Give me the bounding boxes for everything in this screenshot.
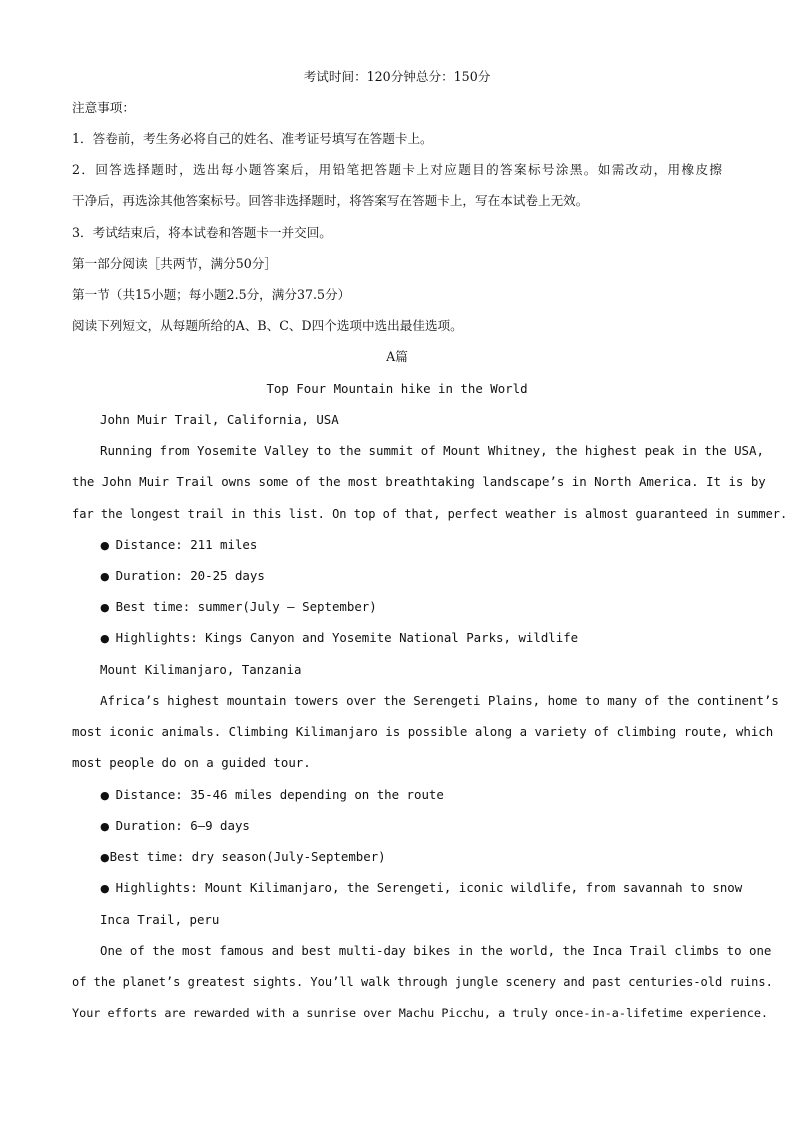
trail-paragraph-line: Africa’s highest mountain towers over the Serengeti Plains, home to many of the continent’s	[100, 693, 779, 708]
list-item: ● Distance: 211 miles	[100, 537, 258, 552]
section1-title: 第一节（共15小题；每小题2.5分，满分37.5分）	[72, 287, 351, 302]
notes-item-3: 3．考试结束后，将本试卷和答题卡一并交回。	[72, 225, 332, 240]
trail-name: John Muir Trail, California, USA	[100, 412, 339, 427]
bullet-icon: ●	[100, 539, 110, 552]
trail-paragraph-line: most people do on a guided tour.	[72, 755, 311, 770]
notes-item-2-line-2: 干净后，再选涂其他答案标号。回答非选择题时，将答案写在答题卡上，写在本试卷上无效。	[72, 193, 589, 208]
trail-paragraph-line: Your efforts are rewarded with a sunrise over Machu Picchu, a truly once-in-a-lifetime experience.	[72, 1006, 769, 1020]
bullet-icon: ●	[100, 601, 110, 614]
list-item: ● Duration: 6–9 days	[100, 818, 250, 833]
notes-item-2-line-1: 2．回答选择题时，选出每小题答案后，用铅笔把答题卡上对应题目的答案标号涂黑。如需改动，用橡皮擦	[72, 162, 722, 177]
bullet-icon: ●	[100, 820, 110, 833]
part1-title: 第一部分阅读［共两节，满分50分］	[72, 256, 277, 271]
trail-paragraph-line: Running from Yosemite Valley to the summit of Mount Whitney, the highest peak in the USA,	[100, 443, 764, 458]
section-instruction: 阅读下列短文，从每题所给的A、B、C、D四个选项中选出最佳选项。	[72, 318, 463, 333]
notes-title: 注意事项：	[72, 100, 135, 115]
list-item: ● Highlights: Kings Canyon and Yosemite National Parks, wildlife	[100, 630, 579, 645]
trail-name: Inca Trail, peru	[100, 912, 220, 927]
bullet-icon: ●	[100, 570, 110, 583]
bullet-icon: ●	[100, 789, 110, 802]
notes-item-1: 1．答卷前，考生务必将自己的姓名、准考证号填写在答题卡上。	[72, 131, 433, 146]
passage-label: A篇	[386, 349, 408, 364]
list-item: ● Duration: 20-25 days	[100, 568, 265, 583]
list-item: ● Highlights: Mount Kilimanjaro, the Serengeti, iconic wildlife, from savannah to snow	[100, 880, 743, 895]
bullet-icon: ●	[100, 882, 110, 895]
trail-paragraph-line: of the planet’s greatest sights. You’ll walk through jungle scenery and past centuries-old ruins.	[72, 975, 773, 989]
trail-name: Mount Kilimanjaro, Tanzania	[100, 662, 302, 677]
passage-title: Top Four Mountain hike in the World	[266, 381, 528, 396]
trail-paragraph-line: far the longest trail in this list. On top of that, perfect weather is almost guaranteed in summer.	[72, 507, 788, 521]
bullet-icon: ●	[100, 632, 110, 645]
list-item: ●Best time: dry season(July-September)	[100, 849, 386, 864]
bullet-icon: ●	[100, 851, 110, 864]
exam-info: 考试时间：120分钟总分：150分	[303, 69, 491, 84]
trail-paragraph-line: the John Muir Trail owns some of the most breathtaking landscape’s in North America. It is by	[72, 474, 766, 489]
list-item: ● Distance: 35-46 miles depending on the route	[100, 787, 444, 802]
trail-paragraph-line: One of the most famous and best multi-day bikes in the world, the Inca Trail climbs to one	[100, 943, 772, 958]
list-item: ● Best time: summer(July – September)	[100, 599, 377, 614]
trail-paragraph-line: most iconic animals. Climbing Kilimanjaro is possible along a variety of climbing route, which	[72, 724, 774, 739]
